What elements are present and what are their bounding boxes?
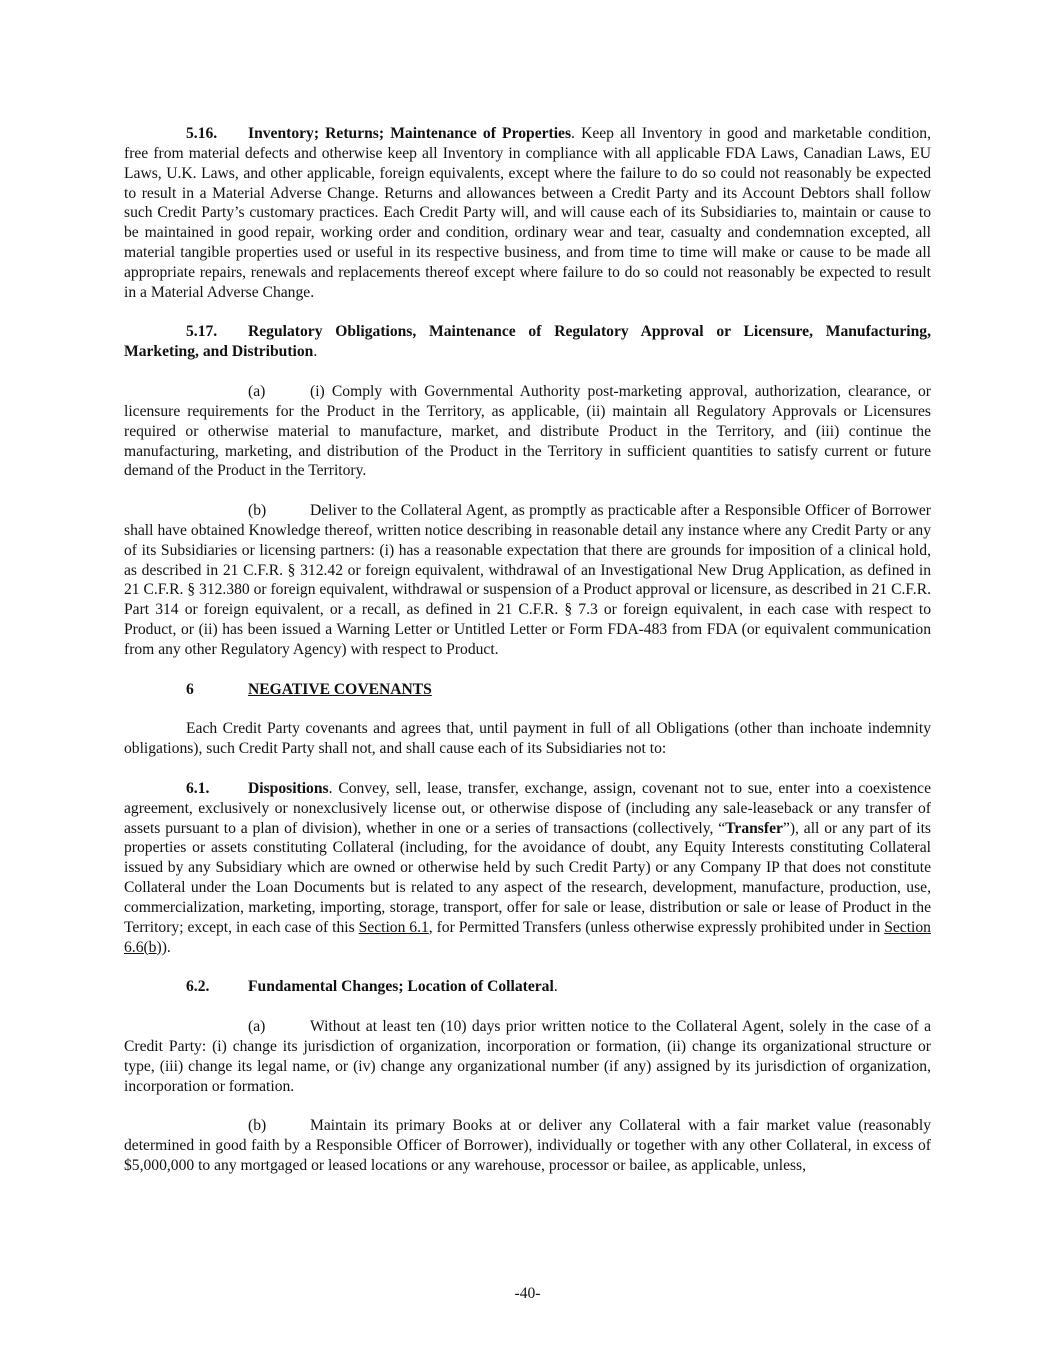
section-6-2-b <box>124 1116 931 1176</box>
defined-term: Transfer <box>725 819 783 837</box>
article-6-heading <box>124 680 931 700</box>
section-5-16 <box>124 124 931 303</box>
clause-label: (a) <box>248 382 266 400</box>
section-6-2-a <box>124 1017 931 1096</box>
page-number: -40- <box>514 1285 541 1302</box>
section-5-17-heading: 5.17. Regulatory Obligations, Maintenance of Regulatory Approval or Licensure, Manufacturing, Marketing, and Distribution. <box>124 323 931 361</box>
section-body: . Keep all Inventory in good and marketable condition, free from material defects and otherwise keep all Inventory in compliance with all applicable FDA Laws, Canadian Laws, EU Laws, U.K. Laws, and other applicable, foreign equivalents, except where the failure to do so could not reasonably be expected to result in a Material Adverse Change. Returns and allowances between a Credit Party and its Account Debtors shall follow such Credit Party’s customary practices. Each Credit Party will, and will cause each of its Subsidiaries to, maintain or cause to be maintained in good repair, working order and condition, ordinary wear and tear, casualty and condemnation excepted, all material tangible properties used or useful in its respective business, and from time to time will make or cause to be made all appropriate repairs, renewals and replacements thereof except where failure to do so could not reasonably be expected to result in a Material Adverse Change. <box>124 125 931 301</box>
section-title: Dispositions <box>248 779 329 797</box>
section-title: Fundamental Changes; Location of Collateral <box>248 978 554 996</box>
clause-label: (b) <box>248 1117 267 1135</box>
clause-label: (a) <box>248 1017 266 1035</box>
section-6-2-heading: 6.2. Fundamental Changes; Location of Collateral. <box>186 978 558 996</box>
clause-body: (i) Comply with Governmental Authority post-marketing approval, authorization, clearance, or licensure requirements for the Product in the Territory, as applicable, (ii) maintain all Regulatory Approvals or Licensures required or otherwise material to manufacture, market, and distribute Product in the Territory, and (iii) continue the manufacturing, marketing, and distribution of the Product in the Territory in sufficient quantities to satisfy current or future demand of the Product in the Territory. <box>124 382 931 480</box>
document-page <box>124 124 931 1176</box>
clause-body: Without at least ten (10) days prior written notice to the Collateral Agent, solely in the case of a Credit Party: (i) change its jurisdiction of organization, incorporation or formation, (ii) change its organizational structure or type, (iii) change its legal name, or (iv) change any organizational number (if any) assigned by its jurisdiction of organization, incorporation or formation. <box>124 1017 931 1095</box>
section-title: Regulatory Obligations, Maintenance of Regulatory Approval or Licensure, Manufacturing, Marketing, and Distribution <box>124 323 931 361</box>
section-6-1: 6.1. Dispositions. Convey, sell, lease, transfer, exchange, assign, covenant not to sue, enter into a coexistence agreement, exclusively or nonexclusively license out, or otherwise dispose of (including any sale-leaseback or any transfer of assets pursuant to a plan of division), whether in one or a series of transactions (collectively, “Transfer”), all or any part of its properties or assets constituting Collateral (including, for the avoidance of doubt, any Equity Interests constituting Collateral issued by any Subsidiary which are owned or otherwise held by such Credit Party) or any Company IP that does not constitute Collateral under the Loan Documents but is related to any aspect of the research, development, manufacture, production, use, commercialization, marketing, importing, storage, transport, offer for sale or lease, distribution or sale or lease of Product in the Territory; except, in each case of this Section 6.1, for Permitted Transfers (unless otherwise expressly prohibited under in Section 6.6(b)). <box>124 779 931 956</box>
section-number: 5.16. <box>186 125 218 142</box>
section-5-17-a <box>124 382 931 481</box>
cross-reference: Section 6.1 <box>358 918 429 936</box>
section-title: Inventory; Returns; Maintenance of Properties <box>248 125 572 142</box>
clause-body: Deliver to the Collateral Agent, as promptly as practicable after a Responsible Officer of Borrower shall have obtained Knowledge thereof, written notice describing in reasonable detail any instance where any Credit Party or any of its Subsidiaries or licensing partners: (i) has a reasonable expectation that there are grounds for imposition of a clinical hold, as described in 21 C.F.R. § 312.42 or foreign equivalent, withdrawal of an Investigational New Drug Application, as defined in 21 C.F.R. § 312.380 or foreign equivalent, withdrawal or suspension of a Product approval or licensure, as described in 21 C.F.R. Part 314 or foreign equivalent, or a recall, as defined in 21 C.F.R. § 7.3 or foreign equivalent, in each case with respect to Product, or (ii) has been issued a Warning Letter or Untitled Letter or Form FDA-483 from FDA (or equivalent communication from any other Regulatory Agency) with respect to Product. <box>124 502 931 658</box>
article-number: 6 <box>186 680 194 698</box>
clause-body: Maintain its primary Books at or deliver any Collateral with a fair market value (reasonably determined in good faith by a Responsible Officer of Borrower), individually or together with any other Collateral, in excess of $5,000,000 to any mortgaged or leased locations or any warehouse, processor or bailee, as applicable, unless, <box>124 1117 931 1174</box>
clause-label: (b) <box>248 502 267 520</box>
section-number: 6.1. <box>186 779 210 797</box>
section-number: 5.17. <box>186 323 218 341</box>
article-6-intro: Each Credit Party covenants and agrees that, until payment in full of all Obligations (other than inchoate indemnity obligations), such Credit Party shall not, and shall cause each of its Subsidiaries not to: <box>124 720 931 758</box>
section-number: 6.2. <box>186 978 210 996</box>
section-5-17-b <box>124 501 931 660</box>
cross-reference: Section 6.6(b) <box>124 918 931 956</box>
article-title: NEGATIVE COVENANTS <box>248 680 432 698</box>
